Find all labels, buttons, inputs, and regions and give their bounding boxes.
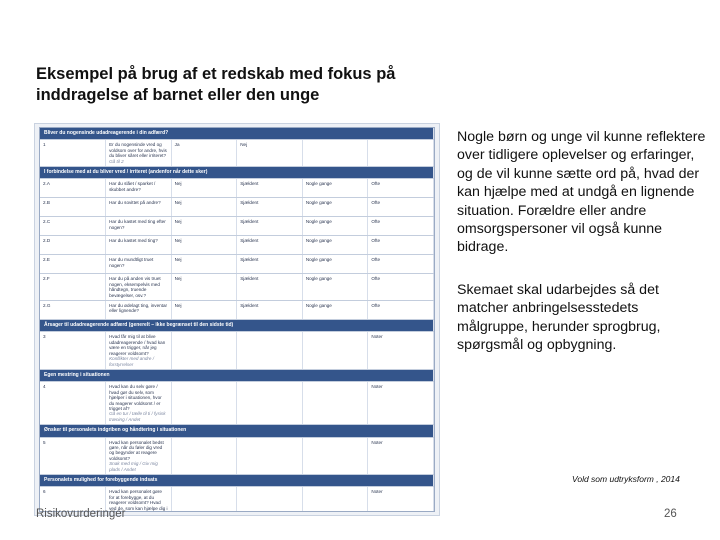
- table-row: [40, 198, 434, 217]
- answer-option: Ofte: [368, 179, 434, 198]
- answer-option: Ofte: [368, 198, 434, 217]
- answer-option: Sjældent: [237, 255, 303, 274]
- question-number: 2.F: [40, 274, 106, 301]
- question-number: 3: [40, 332, 106, 369]
- answer-option: Sjældent: [237, 179, 303, 198]
- answer-option: Sjældent: [237, 236, 303, 255]
- table-row: [40, 255, 434, 274]
- question-text: Hvad kan du selv gøre / hvad gør du selv, som hjælper i situationen, hvor du reagerer voldsomt / er trigget af?: [109, 384, 162, 411]
- answer-option: Ofte: [368, 255, 434, 274]
- question-text: Hvad får mig til at blive udadreagerende / hvad kan være en trigger, når jeg reagerer voldsomt?: [109, 334, 166, 356]
- table-row: [40, 236, 434, 255]
- section-header-text: Årsager til udadreagerende adfærd (generelt – ikke begrænset til den sidste tid): [40, 320, 434, 332]
- answer-option: Noter: [368, 332, 434, 369]
- answer-option: Sjældent: [237, 198, 303, 217]
- question-text-cell: [106, 179, 172, 198]
- question-number: 5: [40, 437, 106, 474]
- question-number: 2.B: [40, 198, 106, 217]
- answer-option: [302, 487, 368, 512]
- answer-option: Noter: [368, 487, 434, 512]
- answer-option: [171, 487, 237, 512]
- source-caption: Vold som udtryksform , 2014: [572, 474, 680, 484]
- answer-option: [171, 382, 237, 425]
- question-text-cell: [106, 437, 172, 474]
- question-number: 4: [40, 382, 106, 425]
- question-text: Har du ødelagt ting, inventar eller lignende?: [109, 303, 168, 314]
- answer-option: Nej: [171, 236, 237, 255]
- question-text-cell: [106, 255, 172, 274]
- answer-option: Nej: [171, 179, 237, 198]
- question-number: 2.G: [40, 301, 106, 320]
- section-header: [40, 128, 434, 140]
- answer-option: [171, 332, 237, 369]
- question-text: Har du kastet med ting efter nogen?: [109, 219, 166, 230]
- slide-title: Eksempel på brug af et redskab med fokus på inddragelse af barnet eller den unge: [36, 65, 396, 104]
- table-row: [40, 301, 434, 320]
- answer-option: Nogle gange: [302, 179, 368, 198]
- question-note: Konflikter med andre / forstyrrelser: [109, 356, 155, 367]
- table-row: [40, 217, 434, 236]
- answer-option: [237, 382, 303, 425]
- answer-option: Nogle gange: [302, 217, 368, 236]
- answer-option: Noter: [368, 382, 434, 425]
- answer-option: [171, 437, 237, 474]
- bullet-list: [457, 128, 707, 378]
- question-text-cell: [106, 301, 172, 320]
- answer-option: Ja: [171, 140, 237, 167]
- question-number: 2.E: [40, 255, 106, 274]
- question-note: Gå til 2: [109, 158, 124, 164]
- answer-option: Nogle gange: [302, 198, 368, 217]
- table-row: [40, 274, 434, 301]
- question-text: Har du på anden vis truet nogen, eksempelvis med håndtegn, truende bevægelser, osv.?: [109, 276, 161, 298]
- question-text-cell: [106, 198, 172, 217]
- question-number: 6: [40, 487, 106, 512]
- answer-option: Nej: [237, 140, 303, 167]
- question-text: Har du sovittet på andre?: [109, 200, 161, 206]
- answer-option: Ofte: [368, 274, 434, 301]
- questionnaire-table: [40, 128, 434, 512]
- answer-option: Noter: [368, 437, 434, 474]
- answer-option: Nogle gange: [302, 301, 368, 320]
- question-text-cell: [106, 332, 172, 369]
- answer-option: Nej: [171, 274, 237, 301]
- answer-option: Nej: [171, 301, 237, 320]
- page-number: 26: [664, 508, 677, 520]
- section-header-text: Ønsker til personalets indgriben og håndtering i situationen: [40, 425, 434, 437]
- table-row: [40, 179, 434, 198]
- section-header-text: Bliver du nogensinde udadreagerende i din adfærd?: [40, 128, 434, 140]
- answer-option: [237, 487, 303, 512]
- answer-option: [302, 140, 368, 167]
- answer-option: Sjældent: [237, 301, 303, 320]
- question-number: 2.A: [40, 179, 106, 198]
- answer-option: Nej: [171, 198, 237, 217]
- answer-option: [368, 140, 434, 167]
- question-text: Har du kastet med ting?: [109, 238, 158, 244]
- question-text-cell: [106, 217, 172, 236]
- question-text-cell: [106, 140, 172, 167]
- answer-option: [237, 332, 303, 369]
- section-header-text: I forbindelse med at du bliver vred / irriteret (andenfor når dette sker): [40, 167, 434, 179]
- section-header: [40, 369, 434, 381]
- answer-option: [302, 437, 368, 474]
- answer-option: Nej: [171, 217, 237, 236]
- answer-option: [237, 437, 303, 474]
- table-row: [40, 332, 434, 369]
- question-text-cell: [106, 236, 172, 255]
- section-header: [40, 320, 434, 332]
- section-header-text: Personalets mulighed for forebyggende indsats: [40, 475, 434, 487]
- table-row: [40, 437, 434, 474]
- question-text: Hvad kan personalet bedst gøre, når du føler dig vred og begynder at reagere voldsomt?: [109, 439, 164, 461]
- question-text: Har du slået / sparket / skubbet andre?: [109, 181, 156, 192]
- question-note: Gå en tur / tælle til ti / fysisk træning / Andet: [109, 411, 166, 422]
- answer-option: Nogle gange: [302, 274, 368, 301]
- question-text: Hvad kan personalet gøre for at forebygge, at du reagerer voldsomt? Hvad ved de, som kan hjælpe dig i: [109, 489, 168, 511]
- answer-option: Nogle gange: [302, 236, 368, 255]
- question-number: 1: [40, 140, 106, 167]
- answer-option: Nej: [171, 255, 237, 274]
- section-header: [40, 475, 434, 487]
- question-text: Har du mundtligt truet nogen?: [109, 257, 154, 268]
- answer-option: [302, 382, 368, 425]
- answer-option: Ofte: [368, 301, 434, 320]
- question-note: Snak med mig / Giv mig plads / Andet: [109, 461, 158, 472]
- table-row: [40, 140, 434, 167]
- answer-option: Nogle gange: [302, 255, 368, 274]
- answer-option: Ofte: [368, 236, 434, 255]
- answer-option: Sjældent: [237, 217, 303, 236]
- section-header: [40, 167, 434, 179]
- bullet-tailoring: Skemaet skal udarbejdes så det matcher anbringelsesstedets målgruppe, herunder sprogbrug, spørgsmål og opbygning.: [457, 281, 661, 354]
- question-number: 2.C: [40, 217, 106, 236]
- answer-option: Ofte: [368, 217, 434, 236]
- questionnaire-document-image: [34, 123, 440, 516]
- footer-label: Risikovurderinger: [36, 508, 126, 520]
- questionnaire-form: [39, 127, 435, 512]
- question-text-cell: [106, 382, 172, 425]
- answer-option: [302, 332, 368, 369]
- question-number: 2.D: [40, 236, 106, 255]
- answer-option: Sjældent: [237, 274, 303, 301]
- bullet-reflection: Nogle børn og unge vil kunne reflektere over tidligere oplevelser og erfaringer, og de vil kunne sætte ord på, hvad der kan hjælpe med at undgå en lignende situation. Forældre eller andre omsorgspersoner vil også kunne bidrage.: [457, 129, 706, 256]
- table-row: [40, 382, 434, 425]
- section-header-text: Egen mestring i situationen: [40, 369, 434, 381]
- section-header: [40, 425, 434, 437]
- question-text: Er du nogensinde vred og voldsom over for andre, hvis du bliver såret eller irriteret?: [109, 142, 167, 159]
- question-text-cell: [106, 274, 172, 301]
